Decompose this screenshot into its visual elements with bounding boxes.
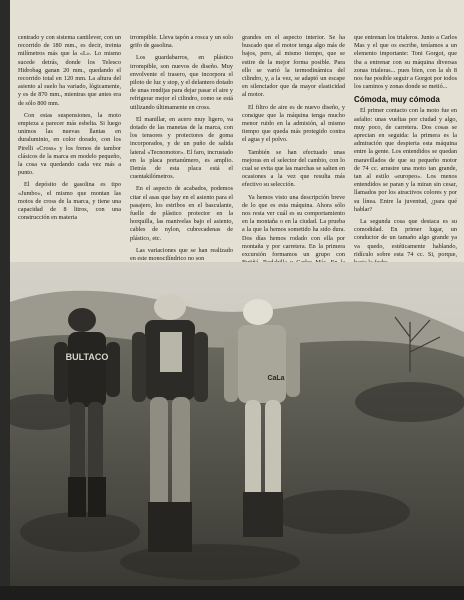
article-column-2	[130, 34, 233, 289]
paragraph: Con estas suspensiones, la moto empieza a parecer más esbelta. Si luego unimos las nuevas llantas en duraluminio, en color dorado, con los Pirelli «Cross» y los frenos de tambor clásicos de la marca en modelo pequeño, la cosa va quedando cada vez más a punto.	[18, 111, 121, 177]
paragraph: También se han efectuado unas mejoras en el selector del cambio, con lo cual se evita que las marchas se salten en ocasiones a la vez que resulta más efectivo su selección.	[242, 148, 345, 189]
riders-photo	[10, 262, 464, 586]
paragraph: Los guardabarros, en plástico irrompible, son nuevos de diseño. Muy envolvente el trasero, que incorpora el piloto de luz y stop, y el delantero dotado de unas rendijas para dejar pasar el aire y refrigerar mejor el cilindro, como se está utilizando últimamente en cross.	[130, 54, 233, 111]
paragraph: El primer contacto con la moto fue en asfalto: unas vueltas por ciudad y algo, muy poco, de carretera. Dos cosas se aprecian en seguida: la primera es la admiración que despierta esta máquina entre la gente. Los entendidos se quedan maravillados de que su pequeño motor de 74 cc. arrastre una moto tan grande, tan al estilo «europeo». Los menos entendidos se paran y la miran sin cesar, llamados por los atractivos colores y por su línea. Entre la juventud, ¿para qué hablar?	[354, 107, 457, 213]
jersey-text-right: CaLa	[267, 375, 285, 382]
section-heading: Cómoda, muy cómoda	[354, 95, 440, 105]
page-edge-bottom	[0, 586, 464, 600]
paragraph: Las variaciones que se han realizado en este monocilíndrico no son	[130, 246, 233, 263]
paragraph: El depósito de gasolina es tipo «Jumbo», el mismo que montan las motos de cross de la marca, y tiene una capacidad de 8 litros, con una construcción en materia	[18, 181, 121, 222]
article-column-3	[242, 34, 345, 289]
paragraph: En el aspecto de acabados, podemos citar el asas que hay en el asiento para el pasajero, los estribos en el basculante, fuelle de plástico protector en la horquilla, las manivelas bajo el asiento, cables de nylon, cubrecadenas de plástico, etc.	[130, 185, 233, 242]
paragraph: grandes en el aspecto interior. Se ha buscado que el motor tenga algo más de bajos, pero, al mismo tiempo, que se estire de la mejor forma posible. Para ello se varió la termodinámica del cilindro, y, a la vez, se adaptó un escape en silenciador que da mayor elasticidad al motor.	[242, 34, 345, 99]
jersey-text-left: BULTACO	[65, 352, 109, 362]
paragraph: que entrenan los trialeros. Junto a Carlos Mas y el que os escribe, teníamos a un elemento importante: Toni Gorgot, que iba a entrenar con su máquina diversas zonas trialeras... pues bien, con la sh 8 nos fue posible seguir a Gorgot por todos los caminos y zonas donde se metió...	[354, 34, 457, 91]
paragraph: irrompible. Lleva tapón a rosca y un solo grifo de gasolina.	[130, 34, 233, 50]
page-edge-left	[0, 0, 10, 600]
paragraph: El manillar, en acero muy ligero, va dotado de las manetas de la marca, con los tensores y protectores de goma incorporados, y de un puño de salida lateral «Tecnomotor». El faro, incrustado en la placa portanúmero, es amplio. Detrás de esta placa está el cuentakilómetros.	[130, 115, 233, 181]
paragraph: La segunda cosa que destaca es su comodidad. En primer lugar, un conductor de un tamaño algo grande ya va quedo, estéticamente hablando, ridículo sobre esta 74 cc. Si, porque,	[354, 218, 457, 258]
article-column-1	[18, 34, 121, 289]
paragraph: centrado y con sistema cantilever, con un recorrido de 180 mm., es decir, treinta milímetros más que la «L». Lo mismo sucede detrás, donde los Telesco Hidrobag ganan 20 mm., quedando el recorrido total en 120 mm. La altura del asiento al suelo ha variado, lógicamente, y es de 870 mm., mientras que antes era de sólo 800 mm.	[18, 34, 121, 107]
article-columns	[18, 34, 456, 284]
riders-photo-image	[10, 262, 464, 586]
paragraph: Ya hemos visto una descripción breve de lo que es esta máquina. Ahora sólo nos resta ver cuál es su comportamiento en la montaña o en la ciudad. La prueba a la que la hemos sometido ha sido dura. Dos días hemos rodado con ella por montaña y por carretera. En la primera excursión formamos un grupo con	[242, 193, 345, 259]
article-column-4	[354, 34, 457, 289]
paragraph: El filtro de aire es de nuevo diseño, y consigue que la máquina tenga mucho menor ruido en la admisión, al mismo tiempo que queda más protegido contra el agua y el polvo.	[242, 103, 345, 144]
